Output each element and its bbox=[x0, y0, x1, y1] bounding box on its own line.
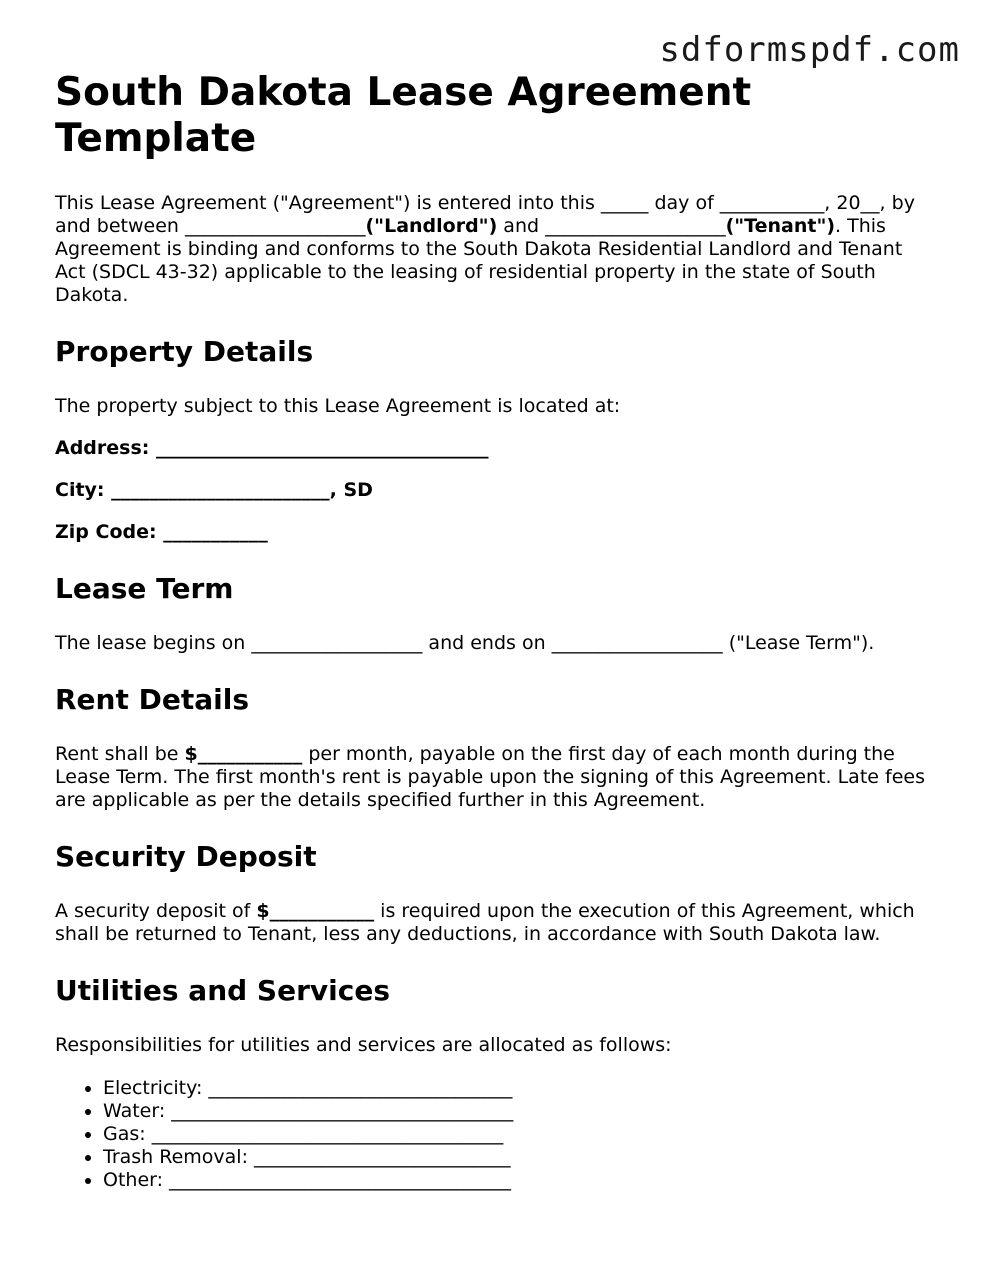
city-field: City: _______________________, SD bbox=[55, 479, 373, 501]
landlord-label: ("Landlord") bbox=[365, 215, 498, 237]
intro-text-1: This Lease Agreement ("Agreement") is entered into this _____ day of ___________, 20__, by and between ___________________ bbox=[55, 192, 915, 237]
tenant-label: ("Tenant") bbox=[725, 215, 836, 237]
rent-text bbox=[55, 743, 935, 812]
rent-text-post: per month, payable on the first day of each month during the Lease Term. The first month's rent is payable upon the signing of this Agreement. Late fees are applicable as per the details specified further in this Agreement. bbox=[55, 743, 925, 811]
rent-amount: $___________ bbox=[184, 743, 303, 765]
deposit-heading: Security Deposit bbox=[55, 840, 317, 873]
list-item: • Water: ____________________________________ bbox=[103, 1100, 935, 1123]
document-title: South Dakota Lease Agreement Template bbox=[55, 70, 752, 161]
list-item: • Electricity: ________________________________ bbox=[103, 1077, 935, 1100]
site-watermark: sdformspdf.com bbox=[659, 30, 960, 70]
intro-text-3: . This Agreement is binding and conforms to the South Dakota Residential Landlord and Tenant Act (SDCL 43-32) applicable to the leasing of residential property in the state of South Dakota. bbox=[55, 215, 903, 306]
utilities-text: Responsibilities for utilities and services are allocated as follows: bbox=[55, 1034, 672, 1056]
document-page bbox=[55, 70, 935, 1192]
rent-heading: Rent Details bbox=[55, 683, 249, 716]
deposit-text bbox=[55, 900, 935, 946]
lease-term-text: The lease begins on __________________ and ends on __________________ ("Lease Term"). bbox=[55, 632, 875, 654]
utilities-heading: Utilities and Services bbox=[55, 974, 390, 1007]
deposit-text-post: is required upon the execution of this Agreement, which shall be returned to Tenant, less any deductions, in accordance with South Dakota law. bbox=[55, 900, 915, 945]
intro-text-2: and ___________________ bbox=[497, 215, 726, 237]
lease-term-heading: Lease Term bbox=[55, 572, 234, 605]
property-text: The property subject to this Lease Agreement is located at: bbox=[55, 395, 621, 417]
deposit-text-pre: A security deposit of bbox=[55, 900, 257, 922]
list-item: • Trash Removal: ___________________________ bbox=[103, 1146, 935, 1169]
deposit-amount: $___________ bbox=[256, 900, 375, 922]
zip-field: Zip Code: ___________ bbox=[55, 521, 268, 543]
utilities-list bbox=[55, 1077, 935, 1192]
intro-paragraph bbox=[55, 192, 935, 307]
address-field: Address: ___________________________________ bbox=[55, 437, 489, 459]
list-item: • Other: ____________________________________ bbox=[103, 1169, 935, 1192]
rent-text-pre: Rent shall be bbox=[55, 743, 185, 765]
property-heading: Property Details bbox=[55, 335, 314, 368]
list-item: • Gas: _____________________________________ bbox=[103, 1123, 935, 1146]
